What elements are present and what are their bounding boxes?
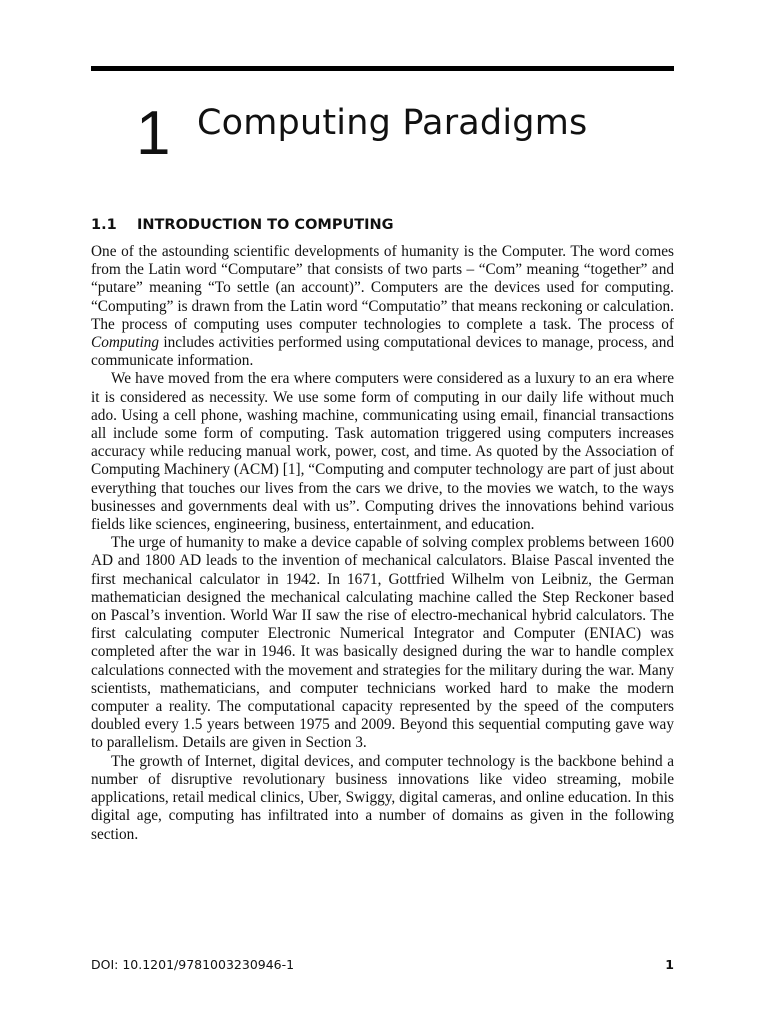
chapter-title: Computing Paradigms [197,103,588,143]
page-footer [91,956,674,974]
doi-text: DOI: 10.1201/9781003230946-1 [91,957,295,972]
paragraph-1-text-b: includes activities performed using computational devices to manage, process, and communicate information. [91,334,674,370]
paragraph-1 [91,243,674,370]
page-number: 1 [665,957,674,972]
section-title: INTRODUCTION TO COMPUTING [137,217,394,233]
chapter-number: 1 [136,99,171,168]
section-heading [91,215,394,235]
body-text [91,243,674,844]
paragraph-1-emphasis: Computing [91,334,159,352]
paragraph-2: We have moved from the era where computers were considered as a luxury to an era where it is considered as necessity. We use some form of computing in our daily life without much ado. Using a cell phone, washing machine, communicating using email, financial transactions all include some form of computing. Task automation triggered using computers increases accuracy while reducing manual work, power, cost, and time. As quoted by the Association of Computing Machinery (ACM) [1], “Computing and computer technology are part of just about everything that touches our lives from the cars we drive, to the movies we watch, to the ways businesses and governments deal with us”. Computing drives the innovations behind various fields like sciences, engineering, business, entertainment, and education. [91,370,674,534]
section-number: 1.1 [91,217,117,233]
paragraph-1-text-a: One of the astounding scientific developments of humanity is the Computer. The word comes from the Latin word “Computare” that consists of two parts – “Com” meaning “together” and “putare” meaning “To settle (an account)”. Computers are the devices used for computing. “Computing” is drawn from the Latin word “Computatio” that means reckoning or calculation. The process of computing uses computer technologies to complete a task. The process of [91,243,674,333]
paragraph-3: The urge of humanity to make a device capable of solving complex problems between 1600 AD and 1800 AD leads to the invention of mechanical calculators. Blaise Pascal invented the first mechanical calculator in 1942. In 1671, Gottfried Wilhelm von Leibniz, the German mathematician designed the mechanical calculating machine called the Step Reckoner based on Pascal’s invention. World War II saw the rise of electro-mechanical hybrid calculators. The first calculating computer Electronic Numerical Integrator and Computer (ENIAC) was completed after the war in 1946. It was basically designed during the war to handle complex calculations connected with the movement and strategies for the military during the war. Many scientists, mathematicians, and computer technicians worked hard to make the modern computer a reality. The computational capacity represented by the speed of the computers doubled every 1.5 years between 1975 and 2009. Beyond this sequential computing gave way to parallelism. Details are given in Section 3. [91,534,674,752]
chapter-top-rule [91,66,674,71]
paragraph-4: The growth of Internet, digital devices, and computer technology is the backbone behind a number of disruptive revolutionary business innovations like video streaming, mobile applications, retail medical clinics, Uber, Swiggy, digital cameras, and online education. In this digital age, computing has infiltrated into a number of domains as given in the following section. [91,752,674,843]
chapter-heading [136,96,696,176]
